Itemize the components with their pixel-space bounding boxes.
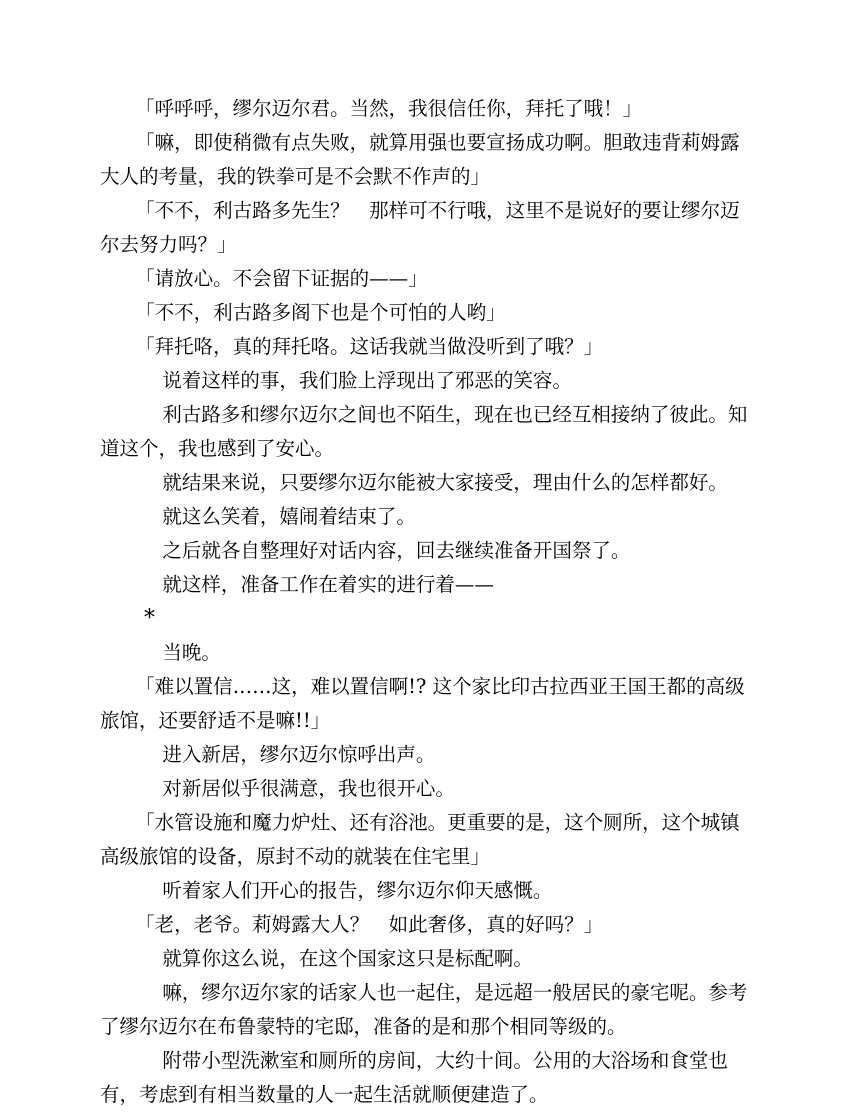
paragraph-narration: 嘛，缪尔迈尔家的话家人也一起住，是远超一般居民的豪宅呢。参考了缪尔迈尔在布鲁蒙特的宅邸，准备的是和那个相同等级的。 — [100, 981, 748, 1038]
paragraph-dialogue: 「难以置信……这，难以置信啊!? 这个家比印古拉西亚王国王都的高级旅馆，还要舒适不是嘛!!」 — [100, 675, 745, 732]
paragraph-dialogue: 「不不，利古路多先生？ 那样可不行哦，这里不是说好的要让缪尔迈尔去努力吗？」 — [100, 199, 740, 256]
paragraph-narration: 利古路多和缪尔迈尔之间也不陌生，现在也已经互相接纳了彼此。知道这个，我也感到了安心。 — [100, 403, 748, 460]
paragraph-narration: 对新居似乎很满意，我也很开心。 — [162, 777, 455, 800]
paragraph-narration: 当晚。 — [162, 641, 221, 664]
paragraph-narration: 就算你这么说，在这个国家这只是标配啊。 — [162, 947, 533, 970]
paragraph-dialogue: 「请放心。不会留下证据的——」 — [135, 267, 428, 290]
paragraph-narration: 就结果来说，只要缪尔迈尔能被大家接受，理由什么的怎样都好。 — [162, 471, 728, 494]
paragraph-narration: 就这样，准备工作在着实的进行着—— — [162, 573, 494, 596]
paragraph-dialogue: 「拜托咯，真的拜托咯。这话我就当做没听到了哦？」 — [135, 335, 604, 358]
paragraph-narration: 说着这样的事，我们脸上浮现出了邪恶的笑容。 — [162, 369, 572, 392]
paragraph-narration: 就这么笑着，嬉闹着结束了。 — [162, 505, 416, 528]
paragraph-narration: 进入新居，缪尔迈尔惊呼出声。 — [162, 743, 436, 766]
body-text — [100, 92, 750, 1112]
paragraph-dialogue: 「嘛，即使稍微有点失败，就算用强也要宣扬成功啊。胆敢违背莉姆露大人的考量，我的铁拳可是不会默不作声的」 — [100, 131, 740, 188]
paragraph-narration: 附带小型洗漱室和厕所的房间，大约十间。公用的大浴场和食堂也有，考虑到有相当数量的人一起生活就顺便建造了。 — [100, 1049, 728, 1106]
paragraph-dialogue: 「水管设施和魔力炉灶、还有浴池。更重要的是，这个厕所，这个城镇高级旅馆的设备，原封不动的就装在住宅里」 — [100, 811, 740, 868]
scene-break-asterisk: * — [144, 606, 155, 631]
paragraph-narration: 听着家人们开心的报告，缪尔迈尔仰天感慨。 — [162, 879, 553, 902]
paragraph-dialogue: 「不不，利古路多阁下也是个可怕的人哟」 — [135, 301, 506, 324]
paragraph-dialogue: 「呼呼呼，缪尔迈尔君。当然，我很信任你，拜托了哦！」 — [135, 97, 643, 120]
paragraph-dialogue: 「老，老爷。莉姆露大人？ 如此奢侈，真的好吗？」 — [135, 913, 604, 936]
paragraph-narration: 之后就各自整理好对话内容，回去继续准备开国祭了。 — [162, 539, 631, 562]
